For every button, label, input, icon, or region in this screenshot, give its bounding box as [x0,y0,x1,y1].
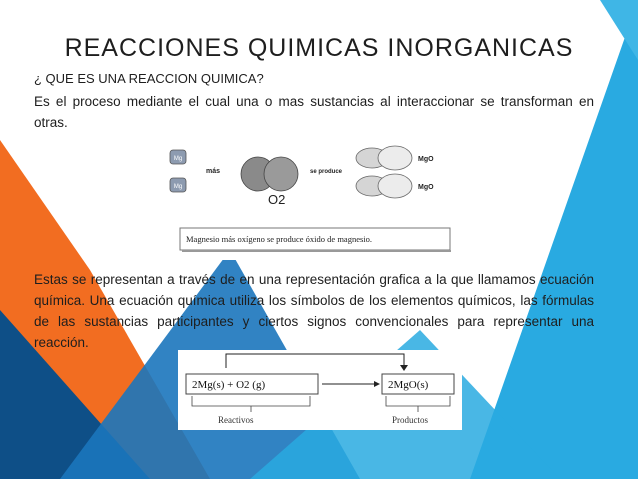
mgo-label-1: MgO [418,156,434,163]
caption-text: Magnesio más oxígeno se produce óxido de magnesio. [186,234,373,244]
produce-label: se produce [310,169,343,175]
reaction-illustration-drawing [166,136,454,260]
equation-diagram-drawing [178,350,462,430]
slide-title: REACCIONES QUIMICAS INORGANICAS [64,34,574,62]
question-heading: ¿ QUE ES UNA REACCION QUIMICA? [34,71,264,86]
mgo-large-1 [378,146,412,170]
right-blue-shape [470,0,638,479]
mg-label-1: Mg [173,156,183,162]
mas-label: más [206,168,221,175]
mg-label-2: Mg [173,184,183,190]
products-label: Productos [392,415,428,425]
reactants-label: Reactivos [218,415,254,425]
definition-text: Es el proceso mediante el cual una o mas sustancias al interaccionar se transforman en otras. [34,94,594,130]
equation-diagram [178,350,462,430]
mgo-label-2: MgO [418,184,434,191]
mgo-large-2 [378,174,412,198]
products-bracket [386,396,450,406]
reaction-illustration [166,136,454,260]
equation-paragraph: Estas se representan a través de en una representación grafica a la que llamamos ecuación química. Una ecuación química utiliza los símbolos de los elementos químicos, las fórmulas de las sustancias participantes y ciertos signos convencionales para representar una reacción. [34,272,594,350]
reactants-equation: 2Mg(s) + O2 (g) [192,379,266,391]
products-equation: 2MgO(s) [388,379,429,391]
reaction-arrowhead [374,381,380,387]
connector-arrowhead [400,365,408,371]
reactants-bracket [192,396,310,406]
connector-line [226,354,404,368]
oxygen-atom-right [264,157,298,191]
o2-label: O2 [268,192,286,207]
